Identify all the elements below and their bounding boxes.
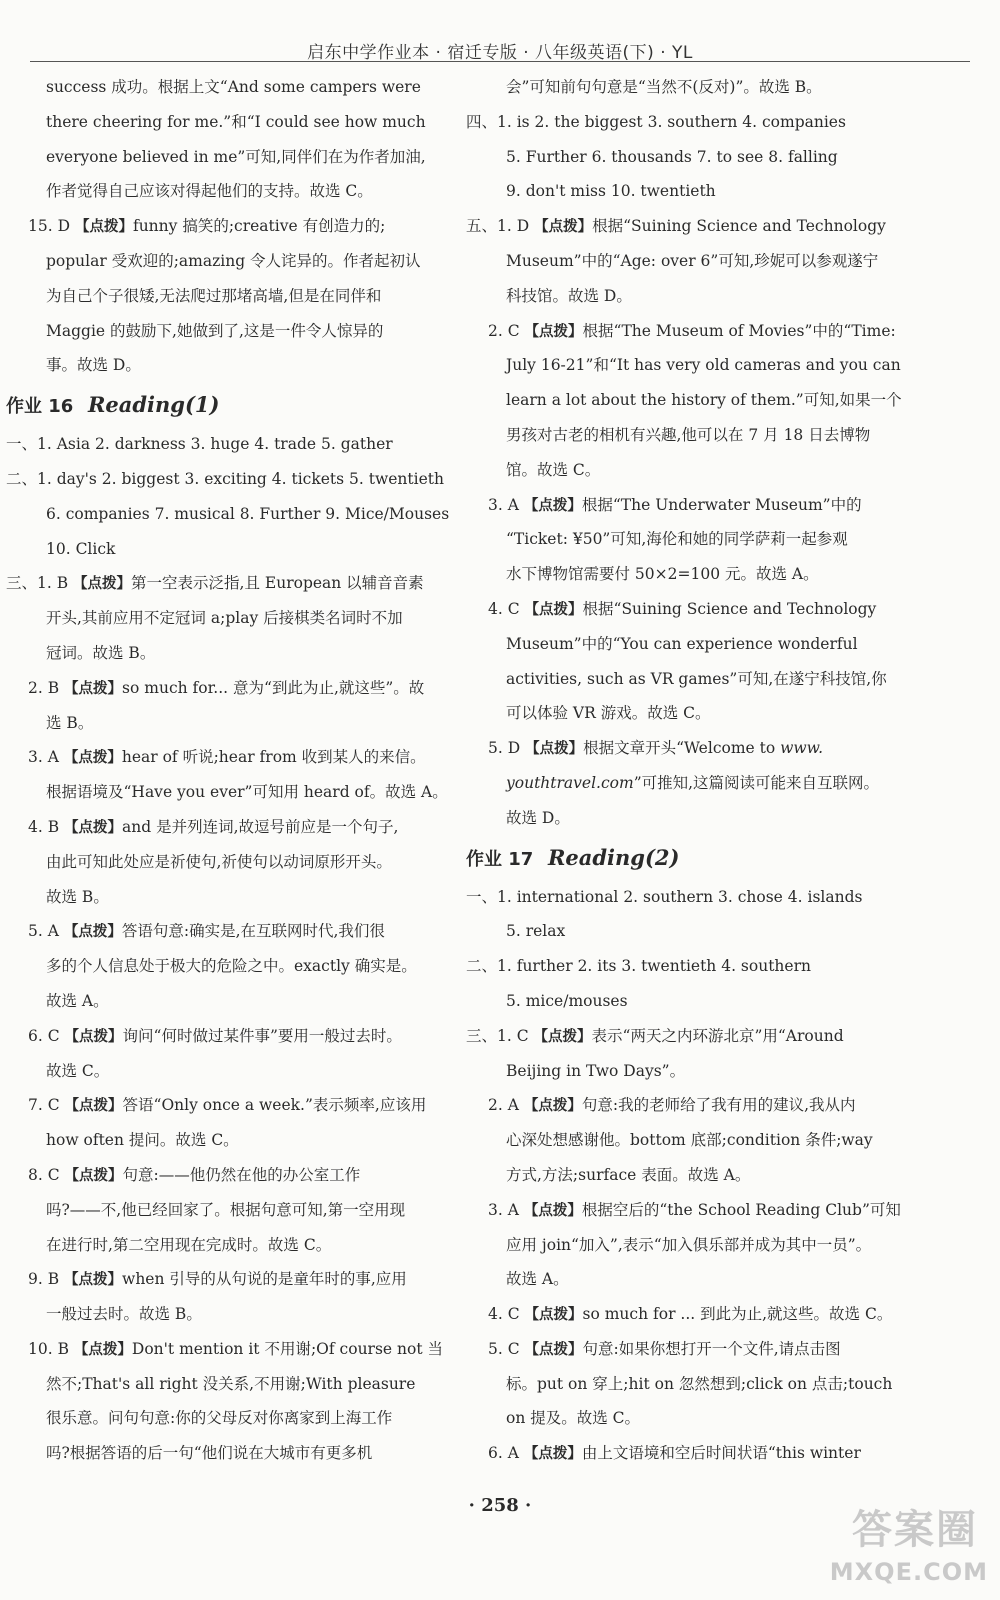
answer-key: 2. C bbox=[488, 321, 520, 340]
text-line: 吗?——不,他已经回家了。根据句意可知,第一空用现 bbox=[46, 1200, 406, 1219]
answer-key: 5. A bbox=[28, 922, 59, 941]
answer-key: 3. A bbox=[488, 495, 519, 514]
hint-label: 【点拨】 bbox=[64, 819, 123, 836]
text-line: everyone believed in me”可知,同伴们在为作者加油, bbox=[46, 147, 426, 166]
answer-item bbox=[466, 592, 906, 627]
answer-text: 句意:如果你想打开一个文件,请点击图 bbox=[582, 1339, 841, 1358]
answer-text: 根据“Suining Science and Technology bbox=[582, 599, 877, 618]
answer-item bbox=[6, 914, 446, 949]
hint-label: 【点拨】 bbox=[533, 1028, 592, 1045]
answer-key: 6. A bbox=[488, 1444, 519, 1463]
answer-line: 5. relax bbox=[506, 922, 566, 941]
answer-text: 句意:——他仍然在他的办公室工作 bbox=[122, 1165, 361, 1184]
text-line: 水下博物馆需要付 50×2=100 元。故选 A。 bbox=[506, 565, 819, 584]
header-rule bbox=[30, 61, 970, 62]
answer-text: hear of 听说;hear from 收到某人的来信。 bbox=[121, 748, 426, 767]
text-line: 作者觉得自己应该对得起他们的支持。故选 C。 bbox=[46, 182, 373, 201]
right-column bbox=[466, 70, 906, 1471]
answer-line: 一、1. Asia 2. darkness 3. huge 4. trade 5. gather bbox=[6, 435, 393, 454]
answer-line: 二、1. day's 2. biggest 3. exciting 4. tickets 5. twentieth bbox=[6, 469, 444, 488]
hint-label: 【点拨】 bbox=[64, 1272, 123, 1289]
hint-label: 【点拨】 bbox=[534, 219, 593, 236]
hint-label: 【点拨】 bbox=[73, 1341, 132, 1358]
text-line: 故选 B。 bbox=[46, 887, 109, 906]
section-title: Reading(2) bbox=[547, 844, 680, 870]
answer-key: 15. D bbox=[28, 217, 71, 236]
text-line: 吗?根据答语的后一句“他们说在大城市有更多机 bbox=[46, 1444, 373, 1463]
text-line: 一般过去时。故选 B。 bbox=[46, 1305, 202, 1324]
answer-line: 二、1. further 2. its 3. twentieth 4. southern bbox=[466, 957, 811, 976]
answer-item bbox=[466, 1297, 906, 1332]
answer-key: 7. C bbox=[28, 1096, 60, 1115]
hint-label: 【点拨】 bbox=[525, 741, 584, 758]
answer-text: so much for... 意为“到此为止,就这些”。故 bbox=[122, 678, 425, 697]
answer-line: 6. companies 7. musical 8. Further 9. Mice/Mouses bbox=[46, 504, 450, 523]
text-line: 标。put on 穿上;hit on 忽然想到;click on 点击;touch bbox=[506, 1374, 893, 1393]
section-number: 作业 17 bbox=[466, 848, 534, 870]
left-column bbox=[6, 70, 450, 1471]
text-line: popular 受欢迎的;amazing 令人诧异的。作者起初认 bbox=[46, 251, 421, 270]
answer-line: 5. Further 6. thousands 7. to see 8. falling bbox=[506, 147, 838, 166]
url-text: www. bbox=[780, 739, 824, 758]
text-line: 故选 A。 bbox=[46, 991, 109, 1010]
text-line: 开头,其前应用不定冠词 a;play 后接棋类名词时不加 bbox=[46, 609, 403, 628]
answer-key: 2. B bbox=[28, 678, 60, 697]
answer-key: 4. C bbox=[488, 599, 520, 618]
answer-item bbox=[6, 1332, 446, 1367]
answer-key: 三、1. B bbox=[6, 574, 69, 593]
answer-item bbox=[6, 1019, 446, 1054]
answer-text: 根据“Suining Science and Technology bbox=[592, 217, 886, 236]
hint-label: 【点拨】 bbox=[73, 576, 132, 593]
page-header bbox=[0, 0, 1000, 64]
answer-text: so much for ... 到此为止,就这些。故选 C。 bbox=[582, 1305, 893, 1324]
hint-label: 【点拨】 bbox=[64, 680, 123, 697]
text-line: 由此可知此处应是祈使句,祈使句以动词原形开头。 bbox=[46, 852, 392, 871]
answer-text: 根据“The Museum of Movies”中的“Time: bbox=[582, 321, 896, 340]
watermark-url: MXQE.COM bbox=[829, 1558, 988, 1586]
text-line: 事。故选 D。 bbox=[46, 356, 141, 375]
text-line: 方式,方法;surface 表面。故选 A。 bbox=[506, 1165, 751, 1184]
answer-item bbox=[6, 671, 446, 706]
answer-item bbox=[466, 488, 906, 523]
answer-key: 3. A bbox=[488, 1200, 519, 1219]
text-line: 男孩对古老的相机有兴趣,他可以在 7 月 18 日去博物 bbox=[506, 425, 871, 444]
answer-item bbox=[6, 1262, 446, 1297]
answer-key: 五、1. D bbox=[466, 217, 530, 236]
hint-label: 【点拨】 bbox=[524, 323, 583, 340]
answer-line: 四、1. is 2. the biggest 3. southern 4. companies bbox=[466, 112, 846, 131]
text-line: 会”可知前句句意是“当然不(反对)”。故选 B。 bbox=[506, 78, 822, 96]
hint-label: 【点拨】 bbox=[64, 1028, 123, 1045]
answer-text: 根据文章开头“Welcome to bbox=[583, 739, 781, 758]
answer-item bbox=[6, 740, 446, 775]
answer-text: 询问“何时做过某件事”要用一般过去时。 bbox=[122, 1026, 402, 1045]
text-line: 选 B。 bbox=[46, 713, 94, 732]
text-line: 可以体验 VR 游戏。故选 C。 bbox=[506, 704, 711, 723]
text-line: Museum”中的“You can experience wonderful bbox=[506, 634, 858, 653]
answer-item bbox=[466, 209, 906, 244]
text-line: 应用 join“加入”,表示“加入俱乐部并成为其中一员”。 bbox=[506, 1235, 872, 1254]
answer-item bbox=[6, 1158, 446, 1193]
text-line: 故选 C。 bbox=[46, 1061, 110, 1080]
hint-label: 【点拨】 bbox=[74, 219, 133, 236]
answer-key: 6. C bbox=[28, 1026, 60, 1045]
header-title: 启东中学作业本 · 宿迁专版 · 八年级英语(下) · YL bbox=[307, 43, 693, 63]
answer-text: 答语句意:确实是,在互联网时代,我们很 bbox=[121, 922, 385, 941]
text-line: there cheering for me.”和“I could see how much bbox=[46, 112, 426, 131]
text-line: how often 提问。故选 C。 bbox=[46, 1131, 239, 1150]
answer-text: 答语“Only once a week.”表示频率,应该用 bbox=[122, 1096, 427, 1115]
text-line: 多的个人信息处于极大的危险之中。exactly 确实是。 bbox=[46, 957, 417, 976]
text-line: Museum”中的“Age: over 6”可知,珍妮可以参观遂宁 bbox=[506, 251, 879, 270]
answer-line: 5. mice/mouses bbox=[506, 991, 628, 1010]
text-line: July 16-21”和“It has very old cameras and you can bbox=[506, 356, 901, 375]
text-line: Maggie 的鼓励下,她做到了,这是一件令人惊异的 bbox=[46, 321, 384, 340]
answer-text: and 是并列连词,故逗号前应是一个句子, bbox=[122, 817, 399, 836]
section-heading bbox=[6, 385, 446, 425]
answer-key: 4. C bbox=[488, 1305, 520, 1324]
hint-label: 【点拨】 bbox=[63, 750, 122, 767]
answer-key: 4. B bbox=[28, 817, 60, 836]
section-heading bbox=[466, 838, 906, 878]
answer-key: 3. A bbox=[28, 748, 59, 767]
answer-item bbox=[6, 1088, 446, 1123]
page-number: · 258 · bbox=[468, 1495, 532, 1516]
answer-line: 9. don't miss 10. twentieth bbox=[506, 182, 716, 201]
answer-line: 10. Click bbox=[46, 539, 116, 558]
answer-key: 10. B bbox=[28, 1339, 69, 1358]
text-line: Beijing in Two Days”。 bbox=[506, 1061, 686, 1080]
hint-label: 【点拨】 bbox=[64, 1167, 123, 1184]
answer-line: 一、1. international 2. southern 3. chose 4. islands bbox=[466, 887, 863, 906]
answer-key: 5. D bbox=[488, 739, 521, 758]
hint-label: 【点拨】 bbox=[523, 497, 582, 514]
answer-item bbox=[466, 1019, 906, 1054]
section-number: 作业 16 bbox=[6, 396, 74, 418]
answer-text: 第一空表示泛指,且 European 以辅音音素 bbox=[131, 574, 424, 593]
hint-label: 【点拨】 bbox=[524, 601, 583, 618]
answer-key: 9. B bbox=[28, 1270, 60, 1289]
answer-item bbox=[466, 1332, 906, 1367]
text-line: 然不;That's all right 没关系,不用谢;With pleasure bbox=[46, 1374, 416, 1393]
text-line: 在进行时,第二空用现在完成时。故选 C。 bbox=[46, 1235, 332, 1254]
text-line bbox=[466, 766, 906, 801]
text-line: “Ticket: ¥50”可知,海伦和她的同学萨莉一起参观 bbox=[506, 530, 848, 549]
answer-text: when 引导的从句说的是童年时的事,应用 bbox=[122, 1270, 407, 1289]
answer-item bbox=[6, 810, 446, 845]
hint-label: 【点拨】 bbox=[63, 924, 122, 941]
answer-item bbox=[6, 209, 446, 244]
answer-text: 根据空后的“the School Reading Club”可知 bbox=[581, 1200, 901, 1219]
answer-text: 由上文语境和空后时间状语“this winter bbox=[581, 1444, 861, 1463]
text-line: learn a lot about the history of them.”可知,如果一个 bbox=[506, 391, 902, 410]
answer-item bbox=[466, 1193, 906, 1228]
answer-text: funny 搞笑的;creative 有创造力的; bbox=[132, 217, 386, 236]
answer-item bbox=[466, 314, 906, 349]
text-line: 心深处想感谢他。bottom 底部;condition 条件;way bbox=[506, 1131, 873, 1150]
answer-text: 表示“两天之内环游北京”用“Around bbox=[591, 1026, 844, 1045]
text-line: 科技馆。故选 D。 bbox=[506, 286, 632, 305]
text-line: 冠词。故选 B。 bbox=[46, 643, 156, 662]
hint-label: 【点拨】 bbox=[524, 1341, 583, 1358]
answer-key: 8. C bbox=[28, 1165, 60, 1184]
answer-item bbox=[6, 566, 446, 601]
answer-text: 根据“The Underwater Museum”中的 bbox=[581, 495, 862, 514]
watermark-logo bbox=[830, 1494, 990, 1594]
hint-label: 【点拨】 bbox=[523, 1202, 582, 1219]
hint-label: 【点拨】 bbox=[524, 1307, 583, 1324]
answer-key: 三、1. C bbox=[466, 1026, 529, 1045]
text-line: 馆。故选 C。 bbox=[506, 460, 601, 479]
answer-item bbox=[466, 1088, 906, 1123]
text-line: success 成功。根据上文“And some campers were bbox=[46, 78, 421, 96]
answer-text: 句意:我的老师给了我有用的建议,我从内 bbox=[581, 1096, 856, 1115]
answer-item bbox=[466, 731, 906, 766]
text-line: 故选 A。 bbox=[506, 1270, 569, 1289]
text-line: 很乐意。问句句意:你的父母反对你离家到上海工作 bbox=[46, 1409, 393, 1428]
answer-text: Don't mention it 不用谢;Of course not 当 bbox=[131, 1339, 443, 1358]
answer-key: 5. C bbox=[488, 1339, 520, 1358]
answer-key: 2. A bbox=[488, 1096, 519, 1115]
hint-label: 【点拨】 bbox=[523, 1446, 582, 1463]
hint-label: 【点拨】 bbox=[523, 1098, 582, 1115]
url-text: youthtravel.com bbox=[506, 773, 634, 792]
text-line: on 提及。故选 C。 bbox=[506, 1409, 641, 1428]
answer-text: ”可推知,这篇阅读可能来自互联网。 bbox=[633, 773, 880, 792]
text-line: 故选 D。 bbox=[506, 808, 570, 827]
text-line: 根据语境及“Have you ever”可知用 heard of。故选 A。 bbox=[46, 783, 448, 802]
text-line: 为自己个子很矮,无法爬过那堵高墙,但是在同伴和 bbox=[46, 286, 382, 305]
hint-label: 【点拨】 bbox=[64, 1098, 123, 1115]
watermark-text: 答案圈 bbox=[852, 1507, 978, 1553]
section-title: Reading(1) bbox=[87, 392, 220, 418]
text-line: activities, such as VR games”可知,在遂宁科技馆,你 bbox=[506, 669, 887, 688]
answer-item bbox=[466, 1436, 906, 1471]
